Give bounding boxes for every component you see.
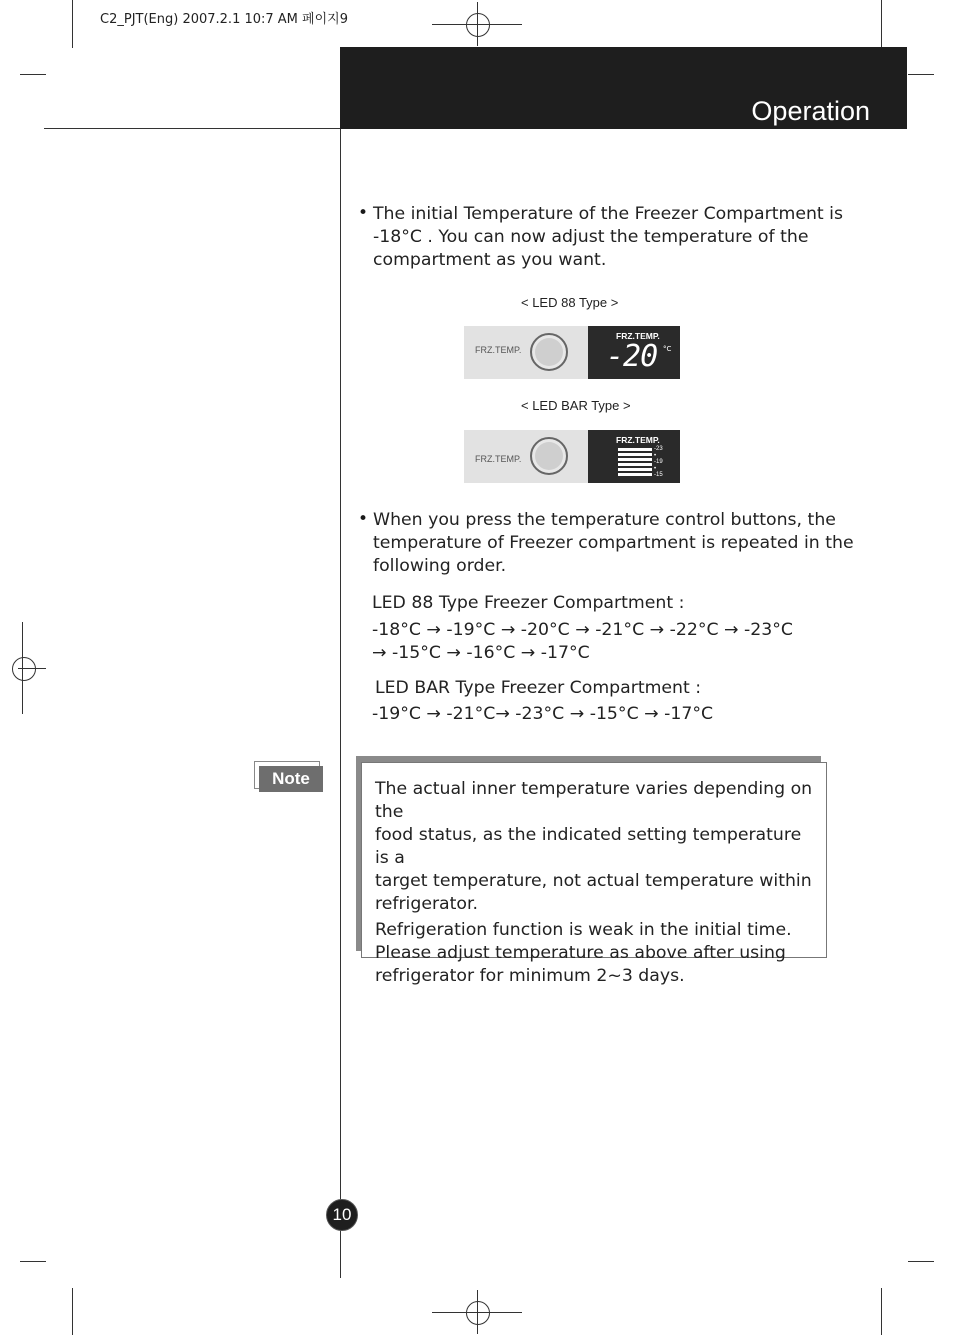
text-line: temperature of Freezer compartment is repeated in the	[373, 533, 854, 553]
frz-temp-button	[530, 437, 568, 475]
led-bar	[618, 453, 652, 456]
panel-button-area	[464, 430, 588, 483]
unit-label: °C	[663, 345, 672, 353]
paragraph-temperature-order	[373, 509, 854, 578]
seven-segment-display: -20	[606, 339, 658, 374]
crop-mark	[72, 1288, 73, 1335]
frz-temp-button	[530, 333, 568, 371]
text-line: -18°C . You can now adjust the temperature of the	[373, 227, 809, 247]
text-line: food status, as the indicated setting temperature is a	[375, 825, 802, 868]
scale-label: -23	[654, 446, 663, 452]
display-label: FRZ.TEMP.	[616, 331, 660, 341]
led-bar	[618, 458, 652, 461]
ledbar-sequence-line: -19°C → -21°C→ -23°C → -15°C → -17°C	[372, 704, 714, 724]
led-bar-graph	[618, 448, 652, 478]
scale-label: -15	[654, 472, 663, 478]
scale-label: -19	[654, 459, 663, 465]
text-line: following order.	[373, 556, 507, 576]
crop-mark	[20, 1261, 46, 1262]
text-line: When you press the temperature control buttons, the	[373, 510, 836, 530]
bullet: •	[358, 203, 369, 223]
scale-dot: •	[654, 452, 657, 459]
crop-mark	[20, 74, 46, 75]
ledbar-sequence-heading: LED BAR Type Freezer Compartment :	[375, 678, 702, 698]
column-divider	[340, 128, 341, 1278]
text-line: The actual inner temperature varies depending on the	[375, 779, 813, 822]
panel-display-area	[588, 430, 680, 483]
page-number: 10	[326, 1199, 358, 1231]
led-bar	[618, 473, 652, 476]
note-text	[375, 778, 820, 988]
figure-caption-led88: < LED 88 Type >	[521, 295, 619, 310]
text-line: refrigerator.	[375, 894, 479, 914]
led-bar	[618, 463, 652, 466]
frz-temp-button-label: FRZ.TEMP.	[475, 345, 522, 355]
figure-caption-ledbar: < LED BAR Type >	[521, 398, 631, 413]
led-bar	[618, 448, 652, 451]
page-title: Operation	[751, 96, 870, 126]
led88-control-panel	[464, 326, 680, 379]
led88-sequence-line: → -15°C → -16°C → -17°C	[372, 643, 590, 663]
led-bar	[618, 468, 652, 471]
crop-mark	[72, 0, 73, 48]
text-line: compartment as you want.	[373, 250, 607, 270]
bullet: •	[358, 509, 369, 529]
crop-mark	[908, 74, 934, 75]
registration-circle	[12, 657, 36, 681]
print-header: C2_PJT(Eng) 2007.2.1 10:7 AM 페이지9	[100, 12, 348, 27]
registration-circle	[466, 1301, 490, 1325]
led88-sequence-heading: LED 88 Type Freezer Compartment :	[372, 593, 685, 613]
crop-mark	[881, 0, 882, 48]
led88-sequence-line: -18°C → -19°C → -20°C → -21°C → -22°C → -23°C	[372, 620, 793, 640]
header-rule	[44, 128, 341, 129]
text-line: refrigerator for minimum 2~3 days.	[375, 966, 685, 986]
frz-temp-button-label: FRZ.TEMP.	[475, 454, 522, 464]
text-line: Refrigeration function is weak in the initial time.	[375, 920, 792, 940]
panel-button-area	[464, 326, 588, 379]
note-tag: Note	[259, 766, 323, 792]
ledbar-control-panel	[464, 430, 680, 483]
registration-circle	[466, 13, 490, 37]
text-line: target temperature, not actual temperature within	[375, 871, 812, 891]
crop-mark	[881, 1288, 882, 1335]
paragraph-initial-temperature	[373, 203, 843, 272]
bar-scale	[654, 446, 663, 479]
display-label: FRZ.TEMP.	[616, 435, 660, 445]
text-line: Please adjust temperature as above after using	[375, 943, 786, 963]
crop-mark	[908, 1261, 934, 1262]
panel-display-area	[588, 326, 680, 379]
text-line: The initial Temperature of the Freezer Compartment is	[373, 204, 843, 224]
scale-dot: •	[654, 465, 657, 472]
